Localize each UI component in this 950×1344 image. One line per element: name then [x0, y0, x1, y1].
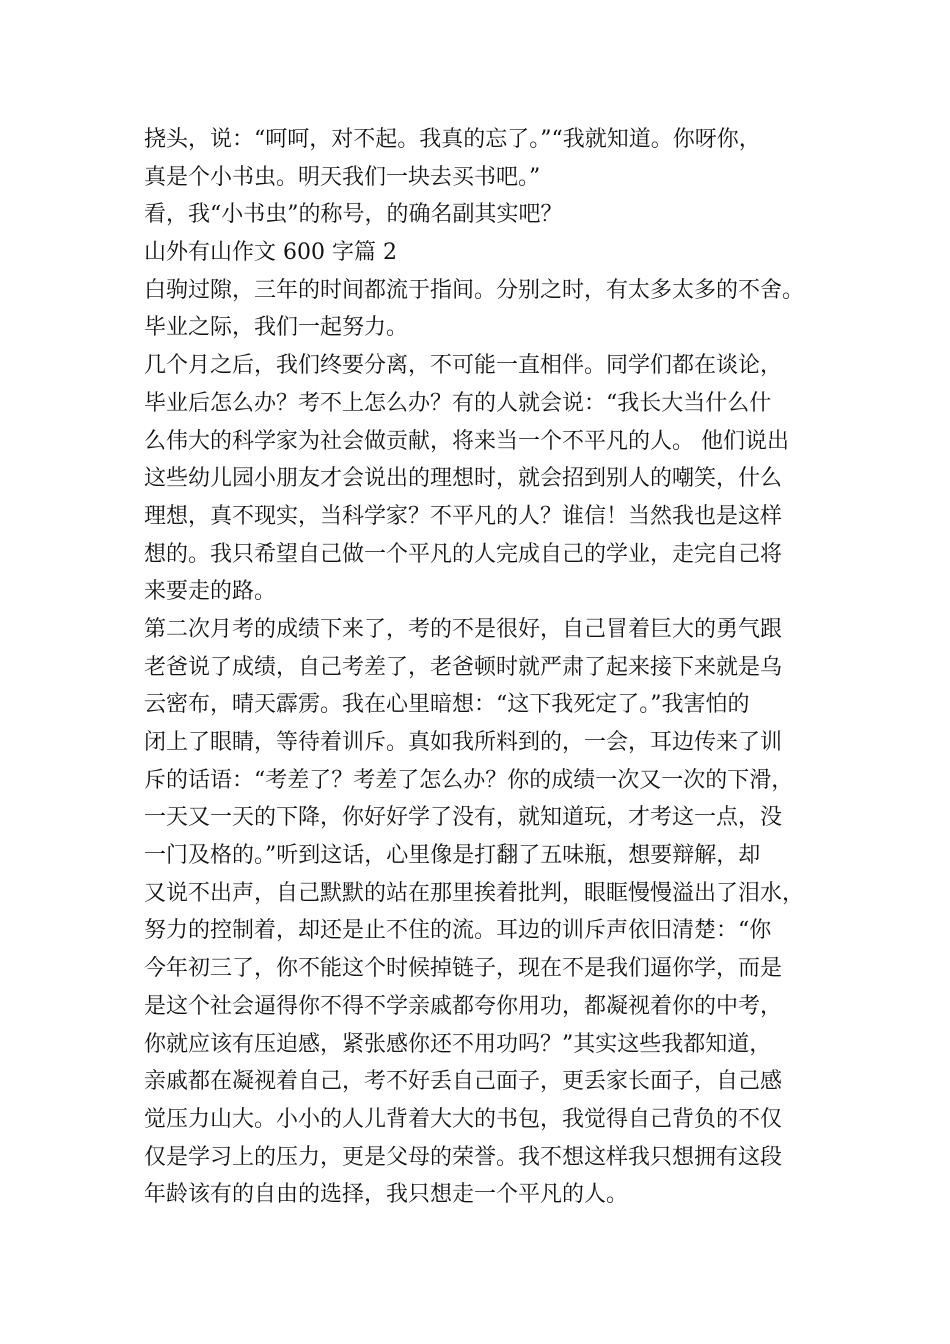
- text-line: 觉压力山大。小小的人儿背着大大的书包，我觉得自己背负的不仅: [144, 1106, 783, 1132]
- text-line: 来要走的路。: [144, 579, 277, 605]
- text-line: 么伟大的科学家为社会做贡献，将来当一个不平凡的人。 他们说出: [144, 428, 789, 454]
- text-line: 一门及格的。”听到这话，心里像是打翻了五味瓶，想要辩解，却: [144, 843, 761, 869]
- text-line: 几个月之后，我们终要分离，不可能一直相伴。同学们都在谈论，: [144, 353, 783, 379]
- text-line: 理想，真不现实，当科学家？不平凡的人？谁信！当然我也是这样: [144, 503, 783, 529]
- text-line: 一天又一天的下降，你好好学了没有，就知道玩，才考这一点，没: [144, 805, 783, 831]
- text-line: 毕业之际，我们一起努力。: [144, 315, 409, 341]
- text-line: 挠头，说：“呵呵，对不起。我真的忘了。”“我就知道。你呀你，: [144, 127, 761, 152]
- text-line: 毕业后怎么办？考不上怎么办？有的人就会说：“我长大当什么什: [144, 390, 772, 416]
- text-line: 这些幼儿园小朋友才会说出的理想时，就会招到别人的嘲笑，什么: [144, 466, 783, 492]
- text-line: 真是个小书虫。明天我们一块去买书吧。”: [144, 164, 541, 190]
- text-line: 云密布，晴天霹雳。我在心里暗想：“这下我死定了。”我害怕的: [144, 692, 750, 718]
- text-line: 又说不出声，自己默默的站在那里挨着批判，眼眶慢慢溢出了泪水，: [144, 880, 805, 906]
- text-line: 斥的话语：“考差了？考差了怎么办？你的成绩一次又一次的下滑，: [144, 767, 794, 793]
- text-line: 年龄该有的自由的选择，我只想走一个平凡的人。: [144, 1182, 629, 1208]
- text-line: 看，我“小书虫”的称号，的确名副其实吧？: [144, 202, 563, 228]
- text-line: 闭上了眼睛，等待着训斥。真如我所料到的，一会，耳边传来了训: [144, 730, 783, 755]
- section-heading: 山外有山作文 600 字篇 2: [144, 240, 397, 266]
- text-line: 是这个社会逼得你不得不学亲戚都夸你用功，都凝视着你的中考，: [144, 993, 783, 1019]
- text-line: 第二次月考的成绩下来了，考的不是很好，自己冒着巨大的勇气跟: [144, 616, 783, 642]
- text-line: 仅是学习上的压力，更是父母的荣誉。我不想这样我只想拥有这段: [144, 1144, 783, 1170]
- text-line: 亲戚都在凝视着自己，考不好丢自己面子，更丢家长面子，自己感: [144, 1069, 783, 1095]
- text-line: 努力的控制着，却还是止不住的流。耳边的训斥声依旧清楚：“你: [144, 918, 772, 944]
- text-line: 你就应该有压迫感，紧张感你还不用功吗？”其实这些我都知道，: [144, 1031, 772, 1057]
- document-body: [144, 121, 824, 1214]
- text-line: 想的。我只希望自己做一个平凡的人完成自己的学业，走完自己将: [144, 541, 783, 567]
- text-line: 今年初三了，你不能这个时候掉链子，现在不是我们逼你学，而是: [144, 956, 783, 982]
- text-line: 白驹过隙，三年的时间都流于指间。分别之时，有太多太多的不舍。: [144, 277, 805, 303]
- text-line: 老爸说了成绩，自己考差了，老爸顿时就严肃了起来接下来就是乌: [144, 654, 783, 680]
